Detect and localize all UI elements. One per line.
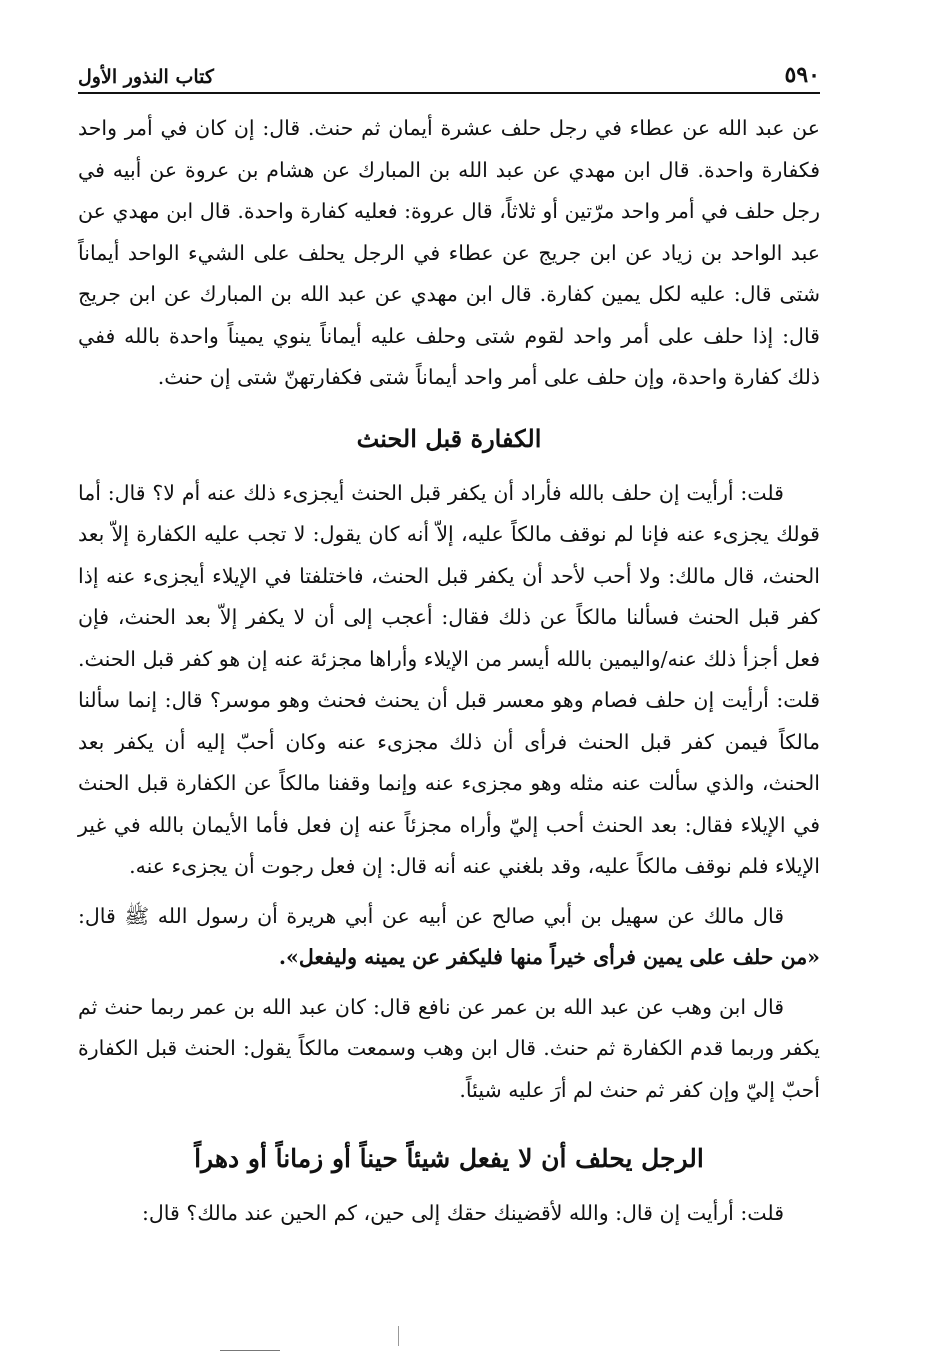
gutter-mark (398, 1326, 399, 1346)
hadith-quote: «من حلف على يمين فرأى خيراً منها فليكفر عن يمينه وليفعل». (278, 945, 820, 969)
section-heading: الرجل يحلف أن لا يفعل شيئاً حيناً أو زماناً أو دهراً (194, 1144, 704, 1173)
body-paragraph: قال ابن وهب عن عبد الله بن عمر عن نافع قال: كان عبد الله بن عمر ربما حنث ثم يكفر وربما قدم الكفارة ثم حنث. قال ابن وهب وسمعت مالكاً يقول: الحنث قبل الكفارة أحبّ إليّ وإن كفر ثم حنث لم أرَ عليه شيئاً. (78, 994, 820, 1102)
page-number: ٥٩٠ (784, 62, 820, 88)
section-heading: الكفارة قبل الحنث (356, 423, 542, 453)
footer-rule (220, 1350, 280, 1351)
running-title: كتاب النذور الأول (78, 66, 214, 88)
hadith-intro: قال مالك عن سهيل بن أبي صالح عن أبيه عن أبي هريرة أن رسول الله ﷺ قال: (78, 903, 784, 928)
body-paragraph: قلت: أرأيت إن حلف بالله فأراد أن يكفر قبل الحنث أيجزىء ذلك عنه أم لا؟ قال: أما قولك يجزىء عنه فإنا لم نوقف مالكاً عليه، إلاّ أنه كان يقول: لا تجب عليه الكفارة إلاّ بعد الحنث، قال مالك: ولا أحب لأحد أن يكفر قبل الحنث، فاختلفتا في الإيلاء أيجزىء عنه إذا كفر قبل الحنث فسألنا مالكاً عن ذلك فقال: أعجب إلى أن لا يكفر إلاّ بعد الحنث، فإن فعل أجزأ ذلك عنه/واليمين بالله أيسر من الإيلاء وأراها مجزئة عنه إن هو كفر قبل الحنث. قلت: أرأيت إن حلف فصام وهو معسر قبل أن يحنث فحنث وهو موسر؟ قال: إنما سألنا مالكاً فيمن كفر قبل الحنث فرأى أن ذلك مجزىء عنه وكان أحبّ إليه أن يكفر بعد الحنث، والذي سألت عنه مثله وهو مجزىء عنه وإنما وقفنا مالكاً عن الكفارة قبل الحنث في الإيلاء فقال: بعد الحنث أحب إليّ وأراه مجزئاً عنه إن فعل فأما الأيمان بالله في غير الإيلاء فلم نوقف مالكاً عليه، وقد بلغني عنه أنه قال: إن فعل رجوت أن يجزىء عنه. (78, 480, 820, 878)
hadith-paragraph (78, 896, 820, 979)
page-header (78, 58, 820, 94)
body-paragraph: قلت: أرأيت إن قال: والله لأقضينك حقك إلى حين، كم الحين عند مالك؟ قال: (141, 1201, 784, 1225)
body-paragraph: عن عبد الله عن عطاء في رجل حلف عشرة أيمان ثم حنث. قال: إن كان في أمر واحد فكفارة واحدة. قال ابن مهدي عن عبد الله بن المبارك عن هشام بن عروة عن أبيه في رجل حلف في أمر واحد مرّتين أو ثلاثاً، قال عروة: فعليه كفارة واحدة. قال ابن مهدي عن عبد الواحد بن زياد عن ابن جريج عن عطاء في الرجل يحلف على الشيء الواحد أيماناً شتى قال: عليه لكل يمين كفارة. قال ابن مهدي عن عبد الله بن المبارك عن ابن جريج قال: إذا حلف على أمر واحد لقوم شتى وحلف عليه أيماناً ينوي يميناً واحدة بالله ففي ذلك كفارة واحدة، وإن حلف على أمر واحد أيماناً شتى فكفارتهنّ شتى إن حنث. (78, 116, 820, 389)
document-page (78, 58, 820, 1235)
